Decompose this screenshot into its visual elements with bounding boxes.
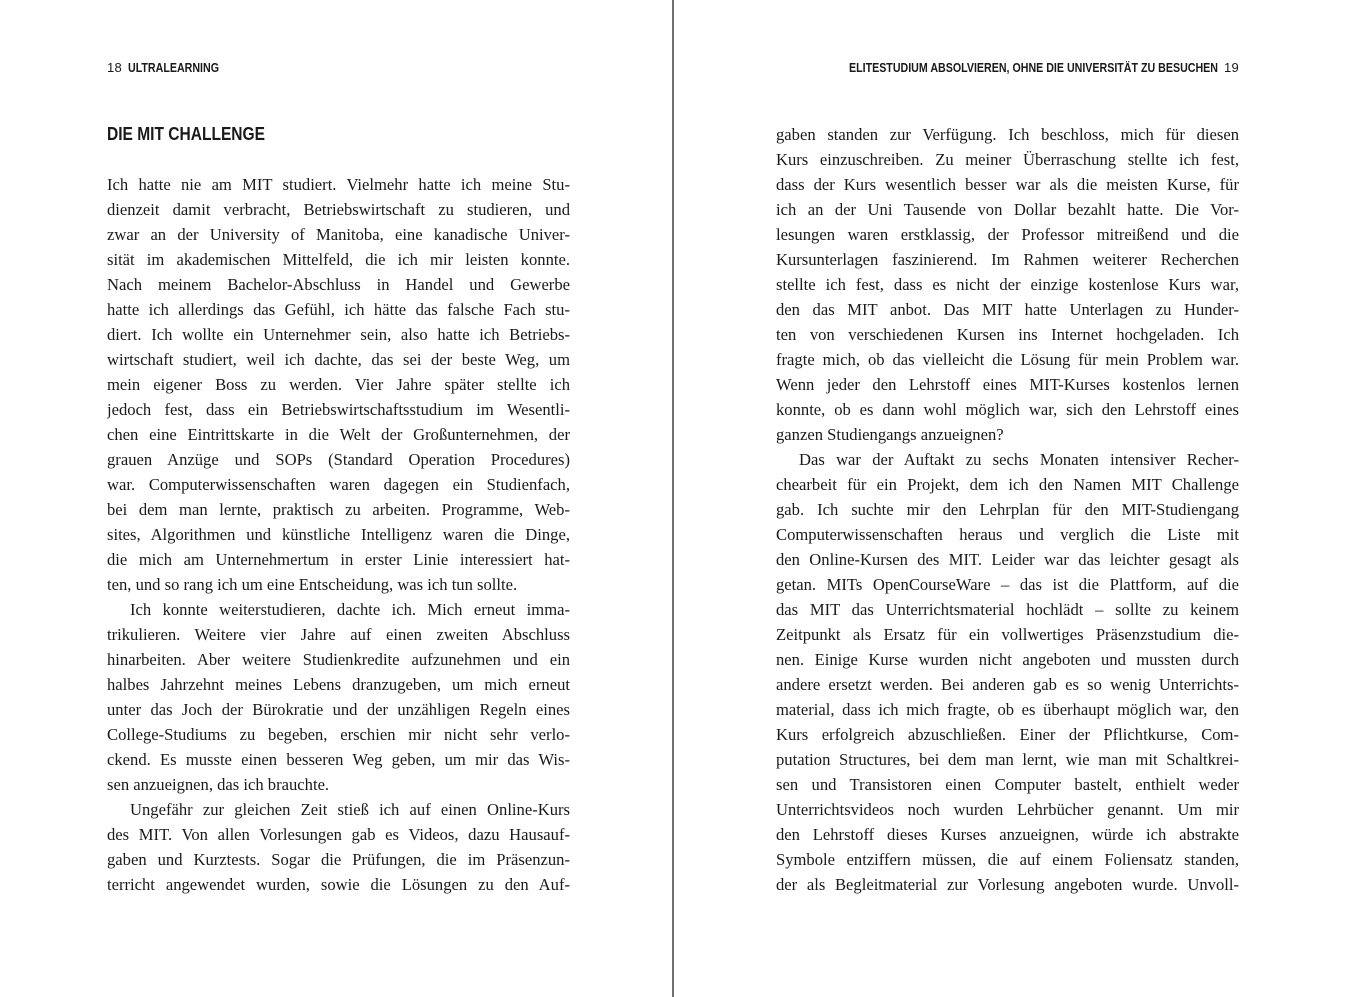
text-line: halbes Jahrzehnt meines Lebens dranzugeben, um mich erneut (107, 675, 570, 694)
text-line: das MIT das Unterrichtsmaterial hochlädt – sollte zu keinem (776, 600, 1239, 619)
text-line: trikulieren. Weitere vier Jahre auf einen zweiten Abschluss (107, 625, 570, 644)
text-line: wirtschaft studiert, weil ich dachte, das sei der beste Weg, um (107, 350, 570, 369)
text-line: die mich am Unternehmertum in erster Linie interessiert hat- (107, 550, 570, 569)
text-line: war. Computerwissenschaften waren dagegen ein Studienfach, (107, 475, 570, 494)
text-line: nen. Einige Kurse wurden nicht angeboten und mussten durch (776, 650, 1239, 669)
left-page (0, 0, 672, 997)
text-line: mein eigener Boss zu werden. Vier Jahre später stellte ich (107, 375, 570, 394)
text-line: diert. Ich wollte ein Unternehmer sein, also hatte ich Betriebs- (107, 325, 570, 344)
text-line: sität im akademischen Mittelfeld, die ich mir leisten konnte. (107, 250, 570, 269)
text-line: jedoch fest, dass ein Betriebswirtschaftsstudium im Wesentli- (107, 400, 570, 419)
text-line: dienzeit damit verbracht, Betriebswirtschaft zu studieren, und (107, 200, 570, 219)
right-body-text (776, 122, 1239, 897)
text-line: Kurs einzuschreiben. Zu meiner Überraschung stellte ich fest, (776, 150, 1239, 169)
text-line: ckend. Es musste einen besseren Weg geben, um mir das Wis- (107, 750, 570, 769)
text-line: stellte ich fest, dass es nicht der einzige kostenlose Kurs war, (776, 275, 1239, 294)
text-line: bei dem man lernte, praktisch zu arbeiten. Programme, Web- (107, 500, 570, 519)
text-line: dass der Kurs wesentlich besser war als die meisten Kurse, für (776, 175, 1239, 194)
text-line: Computerwissenschaften heraus und verglich die Liste mit (776, 525, 1239, 544)
text-line: konnte, ob es dann wohl möglich war, sich den Lehrstoff eines (776, 400, 1239, 419)
text-line: andere ersetzt werden. Bei anderen gab es so wenig Unterrichts- (776, 675, 1239, 694)
text-line: ten, und so rang ich um eine Entscheidung, was ich tun sollte. (107, 575, 518, 594)
text-line: des MIT. Von allen Vorlesungen gab es Videos, dazu Hausauf- (107, 825, 570, 844)
left-page-number: 18 (107, 60, 123, 75)
text-line: ten von verschiedenen Kursen ins Internet hochgeladen. Ich (776, 325, 1239, 344)
right-page (674, 0, 1347, 997)
text-line: fragte mich, ob das vielleicht die Lösung für mein Problem war. (776, 350, 1239, 369)
text-line: ich an der Uni Tausende von Dollar bezahlt hatte. Die Vor- (776, 200, 1239, 219)
text-line: gaben und Kurztests. Sogar die Prüfungen, die im Präsenzun- (107, 850, 570, 869)
text-line: zwar an der University of Manitoba, eine kanadische Univer- (107, 225, 570, 244)
text-line: gab. Ich suchte mir den Lehrplan für den MIT-Studiengang (776, 500, 1239, 519)
text-line: sen anzueignen, das ich brauchte. (107, 775, 330, 794)
text-line: terricht angewendet wurden, sowie die Lösungen zu den Auf- (107, 875, 570, 894)
left-running-title: ULTRALEARNING (128, 60, 220, 75)
text-line: putation Structures, bei dem man lernt, wie man mit Schaltkrei- (776, 750, 1239, 769)
text-line: Ungefähr zur gleichen Zeit stieß ich auf einen Online-Kurs (130, 800, 570, 819)
text-line: Zeitpunkt als Ersatz für ein vollwertiges Präsenzstudium die- (776, 625, 1239, 644)
text-line: Nach meinem Bachelor-Abschluss in Handel und Gewerbe (107, 275, 570, 294)
text-line: hatte ich allerdings das Gefühl, ich hätte das falsche Fach stu- (107, 300, 570, 319)
text-line: sen und Transistoren einen Computer bastelt, enthielt weder (776, 775, 1239, 794)
text-line: gaben standen zur Verfügung. Ich beschloss, mich für diesen (776, 125, 1239, 144)
right-page-number: 19 (1223, 60, 1239, 75)
text-line: den Lehrstoff dieses Kurses anzueignen, würde ich abstrakte (776, 825, 1239, 844)
text-line: unter das Joch der Bürokratie und der unzähligen Regeln eines (107, 700, 570, 719)
text-line: sites, Algorithmen und künstliche Intelligenz waren die Dinge, (107, 525, 570, 544)
text-line: Kursunterlagen faszinierend. Im Rahmen weiterer Recherchen (776, 250, 1239, 269)
text-line: den Online-Kursen des MIT. Leider war das leichter gesagt als (776, 550, 1239, 569)
text-line: Ich konnte weiterstudieren, dachte ich. Mich erneut imma- (130, 600, 570, 619)
text-line: grauen Anzüge und SOPs (Standard Operation Procedures) (107, 450, 570, 469)
text-line: ganzen Studiengangs anzueignen? (776, 425, 1004, 444)
section-heading: DIE MIT CHALLENGE (107, 123, 265, 144)
text-line: chen eine Eintrittskarte in die Welt der Großunternehmen, der (107, 425, 570, 444)
text-line: chearbeit für ein Projekt, dem ich den Namen MIT Challenge (776, 475, 1239, 494)
left-running-head (107, 60, 239, 76)
text-line: lesungen waren erstklassig, der Professor mitreißend und die (776, 225, 1239, 244)
text-line: der als Begleitmaterial zur Vorlesung angeboten wurde. Unvoll- (776, 875, 1239, 894)
text-line: material, dass ich mich fragte, ob es überhaupt möglich war, den (776, 700, 1239, 719)
text-line: Wenn jeder den Lehrstoff eines MIT-Kurses kostenlos lernen (776, 375, 1239, 394)
right-running-head (768, 60, 1239, 76)
text-line: Ich hatte nie am MIT studiert. Vielmehr hatte ich meine Stu- (107, 175, 570, 194)
left-body-text (107, 172, 570, 897)
text-line: Kurs erfolgreich abzuschließen. Einer der Pflichtkurse, Com- (776, 725, 1239, 744)
text-line: den das MIT anbot. Das MIT hatte Unterlagen zu Hunder- (776, 300, 1239, 319)
text-line: Symbole entziffern müssen, die auf einem Foliensatz standen, (776, 850, 1239, 869)
right-running-title: ELITESTUDIUM ABSOLVIEREN, OHNE DIE UNIVERSITÄT ZU BESUCHEN (848, 60, 1218, 75)
text-line: Unterrichtsvideos noch wurden Lehrbücher genannt. Um mir (776, 800, 1239, 819)
text-line: Das war der Auftakt zu sechs Monaten intensiver Recher- (799, 450, 1239, 469)
text-line: getan. MITs OpenCourseWare – das ist die Plattform, auf die (776, 575, 1239, 594)
text-line: hinarbeiten. Aber weitere Studienkredite aufzunehmen und ein (107, 650, 570, 669)
text-line: College-Studiums zu begeben, erschien mir nicht sehr verlo- (107, 725, 570, 744)
